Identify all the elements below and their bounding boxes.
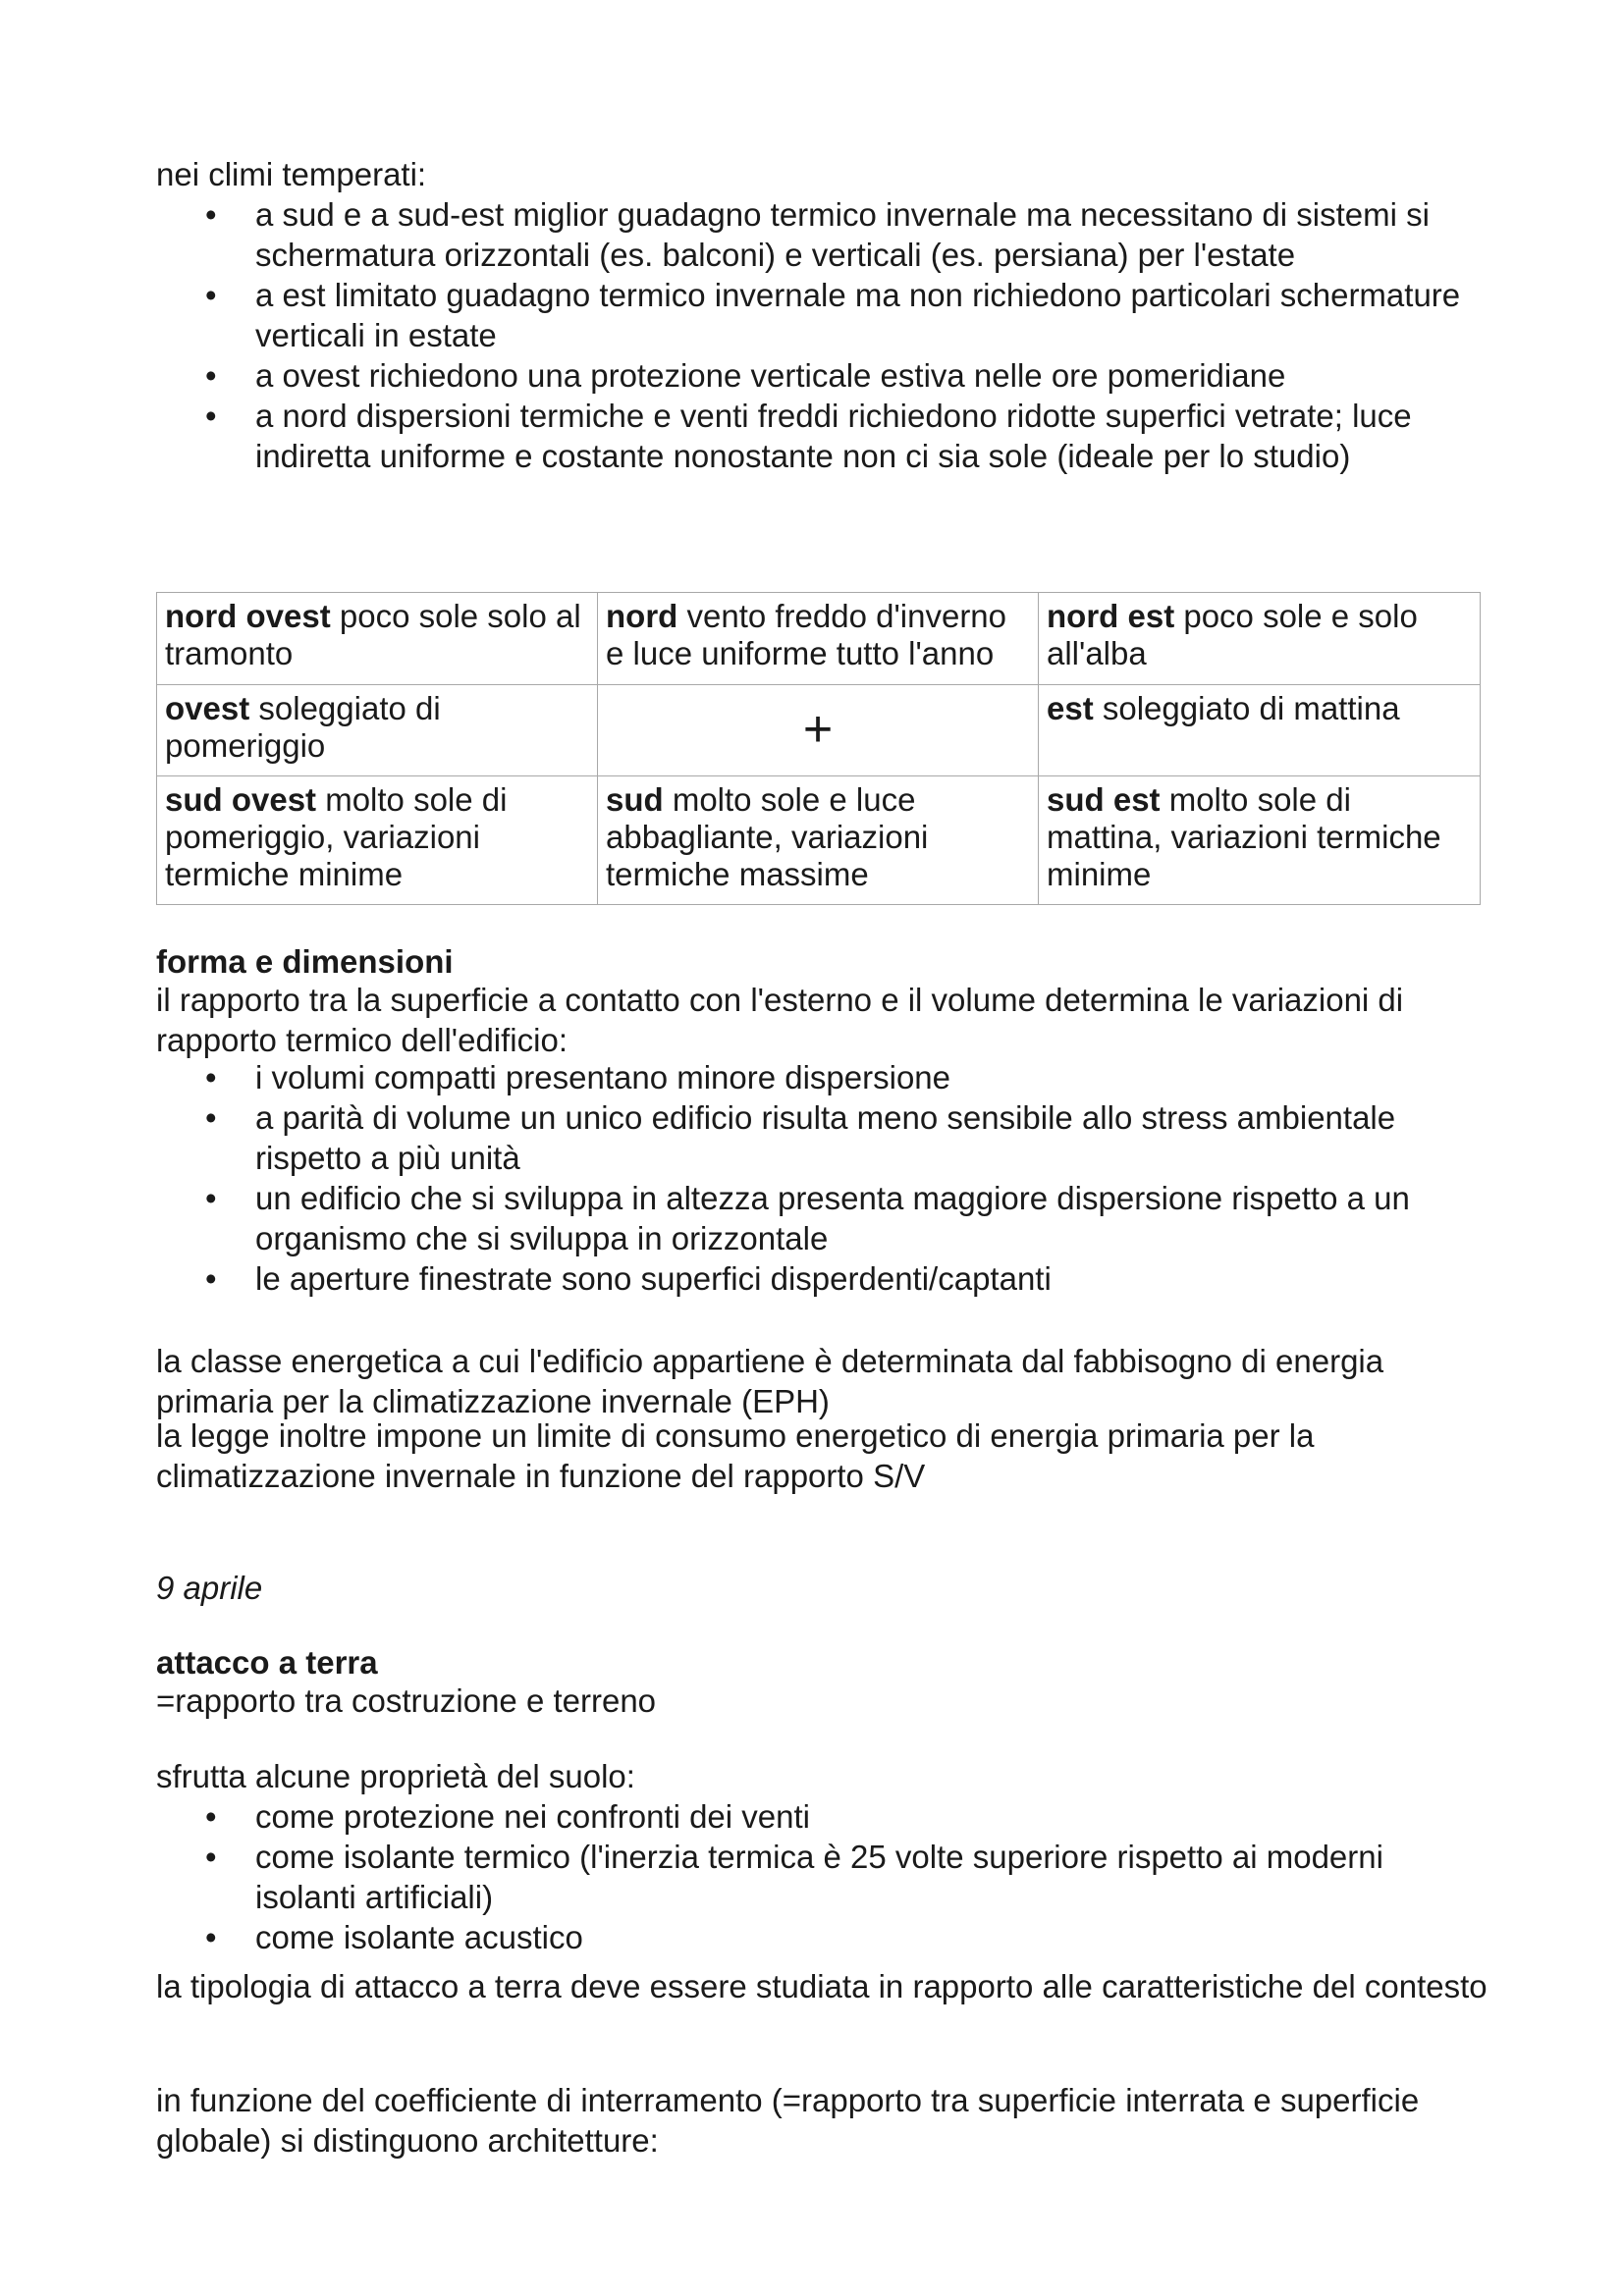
cell-nord-est: nord est poco sole e solo all'alba bbox=[1039, 593, 1481, 685]
attacco-definition: =rapporto tra costruzione e terreno bbox=[156, 1682, 657, 1719]
cell-nord: nord vento freddo d'inverno e luce uniforme tutto l'anno bbox=[598, 593, 1039, 685]
forma-paragraph-1: la classe energetica a cui l'edificio appartiene è determinata dal fabbisogno di energia primaria per la climatizzazione invernale (EPH) bbox=[156, 1343, 1384, 1419]
cell-center-plus bbox=[598, 685, 1039, 776]
attacco-paragraph-1: la tipologia di attacco a terra deve essere studiata in rapporto alle caratteristiche del contesto bbox=[156, 1968, 1488, 2004]
list-item: • a est limitato guadagno termico invernale ma non richiedono particolari schermature verticali in estate bbox=[156, 275, 1491, 355]
date-label: 9 aprile bbox=[156, 1570, 263, 1606]
list-item: • come isolante termico (l'inerzia termica è 25 volte superiore rispetto ai moderni isolanti artificiali) bbox=[156, 1837, 1491, 1917]
intro-list bbox=[156, 194, 1491, 476]
list-item: • a parità di volume un unico edificio risulta meno sensibile allo stress ambientale rispetto a più unità bbox=[156, 1097, 1491, 1178]
list-item: • le aperture finestrate sono superfici disperdenti/captanti bbox=[156, 1258, 1491, 1299]
list-item: • un edificio che si sviluppa in altezza presenta maggiore dispersione rispetto a un organismo che si sviluppa in orizzontale bbox=[156, 1178, 1491, 1258]
attacco-list bbox=[156, 1796, 1491, 1957]
table-row bbox=[157, 776, 1481, 905]
intro-heading: nei climi temperati: bbox=[156, 156, 427, 192]
forma-intro: il rapporto tra la superficie a contatto con l'esterno e il volume determina le variazioni di rapporto termico dell'edificio: bbox=[156, 982, 1404, 1058]
section-title-forma: forma e dimensioni bbox=[156, 943, 454, 980]
list-item: • a nord dispersioni termiche e venti freddi richiedono ridotte superfici vetrate; luce indiretta uniforme e costante nonostante non ci sia sole (ideale per lo studio) bbox=[156, 396, 1491, 476]
table-row bbox=[157, 593, 1481, 685]
cell-nord-ovest: nord ovest poco sole solo al tramonto bbox=[157, 593, 598, 685]
list-item: • i volumi compatti presentano minore dispersione bbox=[156, 1057, 1491, 1097]
attacco-paragraph-2: in funzione del coefficiente di interramento (=rapporto tra superficie interrata e superficie globale) si distinguono architetture: bbox=[156, 2082, 1420, 2159]
cell-est: est soleggiato di mattina bbox=[1039, 685, 1481, 776]
cell-ovest: ovest soleggiato di pomeriggio bbox=[157, 685, 598, 776]
cell-sud-est: sud est molto sole di mattina, variazioni termiche minime bbox=[1039, 776, 1481, 905]
attacco-lead: sfrutta alcune proprietà del suolo: bbox=[156, 1758, 635, 1794]
list-item: • come protezione nei confronti dei venti bbox=[156, 1796, 1491, 1837]
section-title-attacco: attacco a terra bbox=[156, 1644, 378, 1681]
cell-sud-ovest: sud ovest molto sole di pomeriggio, variazioni termiche minime bbox=[157, 776, 598, 905]
forma-list bbox=[156, 1057, 1491, 1299]
list-item: • come isolante acustico bbox=[156, 1917, 1491, 1957]
list-item: • a sud e a sud-est miglior guadagno termico invernale ma necessitano di sistemi si schermatura orizzontali (es. balconi) e verticali (es. persiana) per l'estate bbox=[156, 194, 1491, 275]
plus-icon: + bbox=[802, 701, 834, 758]
table-row bbox=[157, 685, 1481, 776]
forma-paragraph-2: la legge inoltre impone un limite di consumo energetico di energia primaria per la climatizzazione invernale in funzione del rapporto S/V bbox=[156, 1417, 1315, 1494]
cell-sud: sud molto sole e luce abbagliante, variazioni termiche massime bbox=[598, 776, 1039, 905]
list-item: • a ovest richiedono una protezione verticale estiva nelle ore pomeridiane bbox=[156, 355, 1491, 396]
orientation-table bbox=[156, 592, 1481, 905]
